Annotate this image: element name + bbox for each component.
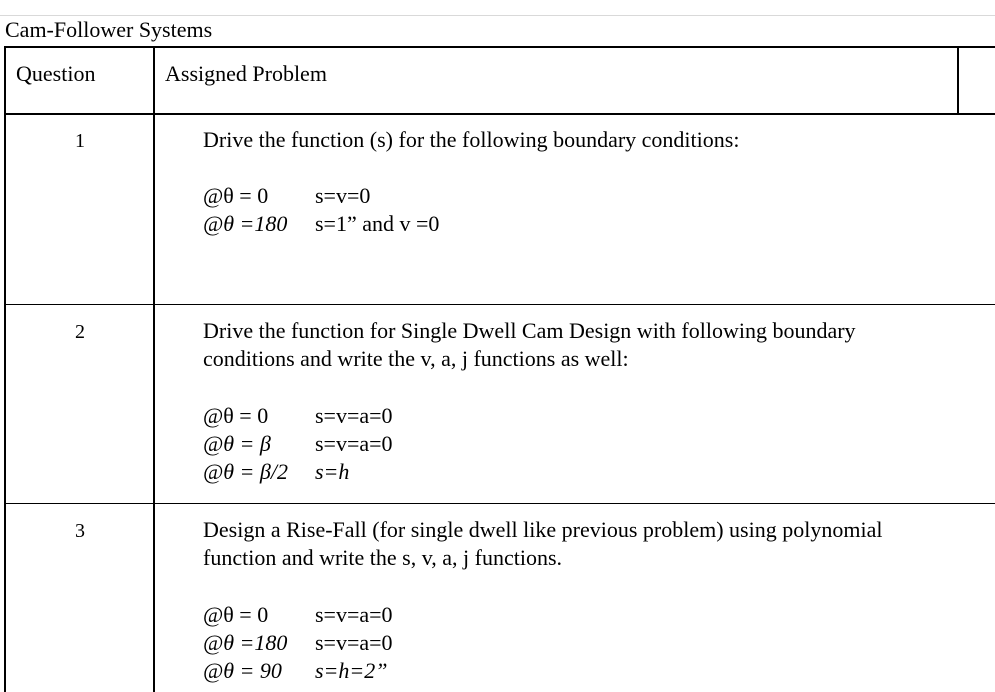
problem-3-condition-2	[203, 629, 993, 657]
question-number-1: 1	[75, 130, 85, 152]
problem-1-condition-1	[203, 182, 993, 210]
question-number-2: 2	[75, 321, 85, 343]
condition-angle: @θ = 0	[203, 602, 269, 627]
condition-angle: @θ =180	[203, 630, 288, 655]
condition-value: s=v=a=0	[315, 403, 393, 428]
condition-value: s=h	[315, 459, 350, 484]
header-question: Question	[16, 61, 96, 86]
problem-3	[203, 516, 993, 685]
question-number-3: 3	[75, 520, 85, 542]
problem-2-condition-2	[203, 430, 993, 458]
condition-angle: @θ = 90	[203, 658, 282, 683]
problem-2	[203, 317, 993, 486]
header-right-divider	[957, 46, 959, 115]
problem-3-condition-1	[203, 601, 993, 629]
problem-1	[203, 126, 993, 238]
document-title: Cam-Follower Systems	[5, 17, 213, 42]
condition-angle: @θ = 0	[203, 403, 269, 428]
condition-angle: @θ = β/2	[203, 459, 288, 484]
condition-value: s=v=0	[315, 183, 371, 208]
condition-value: s=v=a=0	[315, 431, 393, 456]
problem-3-text: Design a Rise-Fall (for single dwell like previous problem) using polynomial function and write the s, v, a, j functions.	[203, 517, 883, 570]
problem-1-text: Drive the function (s) for the following boundary conditions:	[203, 127, 740, 152]
condition-value: s=v=a=0	[315, 630, 393, 655]
problem-3-condition-3	[203, 657, 993, 685]
problem-2-condition-3	[203, 458, 993, 486]
condition-value: s=h=2”	[315, 658, 388, 683]
condition-angle: @θ =180	[203, 211, 288, 236]
condition-angle: @θ = 0	[203, 183, 269, 208]
condition-value: s=1” and v =0	[315, 211, 440, 236]
condition-value: s=v=a=0	[315, 602, 393, 627]
problem-2-condition-1	[203, 402, 993, 430]
problem-1-condition-2	[203, 210, 993, 238]
condition-angle: @θ = β	[203, 431, 271, 456]
problem-2-text: Drive the function for Single Dwell Cam Design with following boundary conditions and write the v, a, j functions as well:	[203, 318, 856, 371]
header-assigned-problem: Assigned Problem	[165, 61, 327, 86]
